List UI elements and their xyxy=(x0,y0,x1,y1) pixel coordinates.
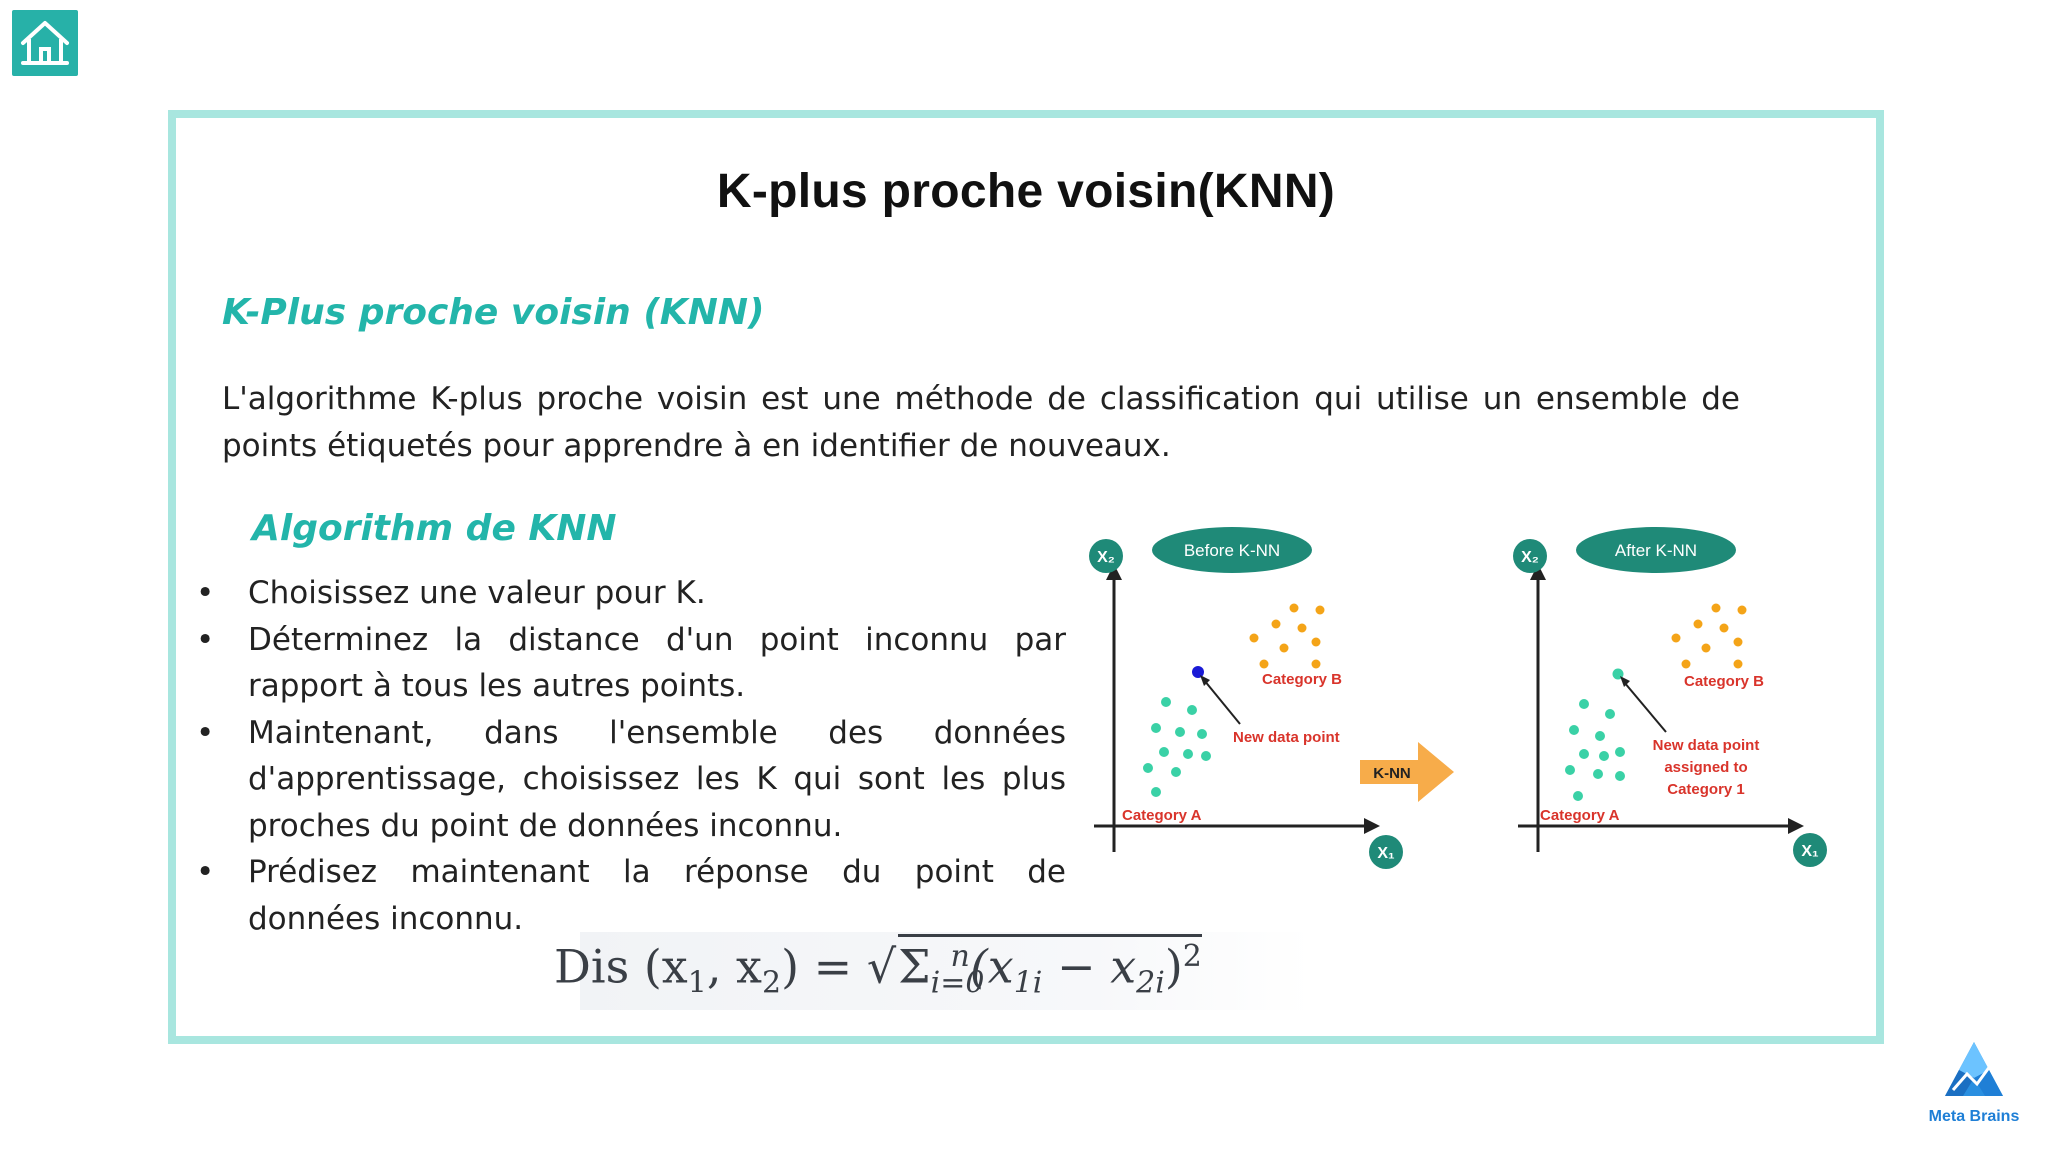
sigma-sub: i=0 xyxy=(930,965,985,1001)
sqrt-body xyxy=(898,934,1202,1001)
bullet: • xyxy=(196,854,215,890)
formula-eq: ) = xyxy=(781,939,867,994)
meta-brains-logo-icon xyxy=(1939,1038,2009,1102)
category-b-label: Category B xyxy=(1684,673,1765,690)
slide-title: K-plus proche voisin(KNN) xyxy=(716,165,1336,218)
formula-sub: 2i xyxy=(1136,965,1165,1001)
step-text: Choisissez une valeur pour K. xyxy=(248,575,706,611)
category-a-label: Category A xyxy=(1122,807,1202,824)
knn-diagram xyxy=(1080,520,1860,880)
before-panel xyxy=(1089,527,1403,869)
y-axis-label: X₂ xyxy=(1521,549,1539,566)
formula-close: ) xyxy=(1164,939,1183,994)
category-a-points xyxy=(1565,669,1625,802)
home-button[interactable] xyxy=(12,10,78,76)
formula-power: 2 xyxy=(1182,939,1202,974)
knn-arrow-label: K-NN xyxy=(1373,765,1411,782)
algorithm-title: Algorithm de KNN xyxy=(252,508,617,549)
new-point-label: Category 1 xyxy=(1667,781,1745,798)
y-axis-label: X₂ xyxy=(1097,549,1115,566)
intro-paragraph: L'algorithme K-plus proche voisin est une méthode de classification qui utilise un ensemble de points étiquetés pour apprendre à en identifier de nouveaux. xyxy=(222,381,1740,464)
bullet: • xyxy=(196,621,215,658)
x-axis-arrow xyxy=(1788,818,1804,834)
brand-logo xyxy=(1920,1038,2028,1126)
new-point-label: New data point xyxy=(1652,737,1760,754)
formula-term: (x xyxy=(969,939,1014,994)
list-item xyxy=(192,570,1066,617)
x-axis-arrow xyxy=(1364,818,1380,834)
new-point-label: New data point xyxy=(1233,729,1340,746)
category-a-label: Category A xyxy=(1540,807,1620,824)
home-icon xyxy=(17,15,73,71)
list-item xyxy=(192,849,1066,942)
category-b-points xyxy=(1250,604,1325,669)
formula-comma: , x xyxy=(706,939,762,994)
pointer-line xyxy=(1624,682,1666,732)
brand-name: Meta Brains xyxy=(1928,1108,2020,1125)
pointer-arrowhead xyxy=(1620,676,1630,687)
distance-formula xyxy=(554,934,1202,1001)
category-b-points xyxy=(1672,604,1747,669)
after-badge-label: After K-NN xyxy=(1614,541,1698,560)
step-text: Prédisez maintenant la réponse du point de données inconnu. xyxy=(248,854,1066,937)
new-point-label: assigned to xyxy=(1664,759,1748,776)
section-subtitle: K-Plus proche voisin (KNN) xyxy=(222,292,765,333)
category-a-points xyxy=(1143,697,1211,797)
step-text: Déterminez la distance d'un point inconnu par rapport à tous les autres points. xyxy=(248,621,1066,704)
sigma: Σ xyxy=(898,939,931,994)
list-item xyxy=(192,617,1066,710)
bullet: • xyxy=(196,575,215,611)
formula-sub: 1 xyxy=(687,965,707,1001)
algorithm-steps xyxy=(192,570,1066,942)
x-axis-label: X₁ xyxy=(1801,843,1819,860)
formula-sub: 2 xyxy=(762,965,782,1001)
sqrt-symbol: √ xyxy=(866,939,897,994)
formula-minus: − x xyxy=(1042,939,1137,994)
bullet: • xyxy=(196,714,215,751)
x-axis-label: X₁ xyxy=(1377,845,1395,862)
category-b-label: Category B xyxy=(1262,671,1343,688)
formula-lhs: Dis (x xyxy=(554,939,688,994)
before-badge-label: Before K-NN xyxy=(1183,541,1281,560)
step-text: Maintenant, dans l'ensemble des données d'apprentissage, choisissez les K qui sont les plus proches du point de données inconnu. xyxy=(248,714,1066,844)
list-item xyxy=(192,710,1066,850)
knn-arrow xyxy=(1360,742,1454,802)
formula-sub: 1i xyxy=(1013,965,1043,1001)
after-panel xyxy=(1513,527,1827,867)
sigma-sup: n xyxy=(950,939,970,974)
pointer-line xyxy=(1204,680,1240,724)
